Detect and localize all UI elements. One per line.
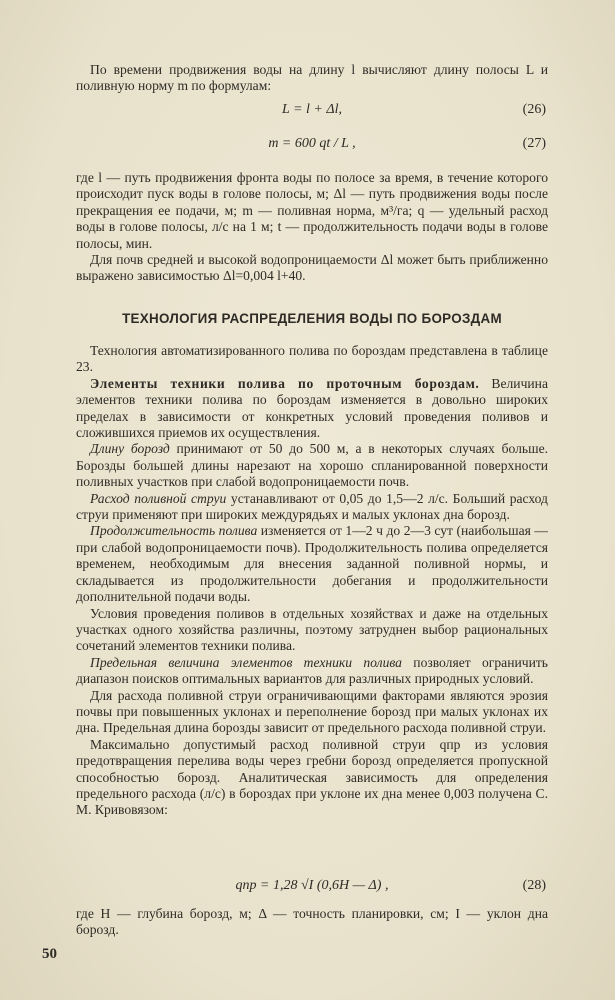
- formula-26-expression: L = l + Δl,: [282, 102, 342, 117]
- paragraph-intro: По времени продвижения воды на длину l вычисляют длину полосы L и поливную норму m по формулам:: [76, 62, 548, 94]
- page-number: 50: [42, 946, 57, 962]
- paragraph-factors: Для расхода поливной струи ограничивающими факторами являются эрозия почвы при повышенных уклонах и переполнение борозд при малых уклонах их дна. Предельная длина борозды зависит от предельного расхода поливной струи.: [76, 687, 548, 736]
- paragraph-definitions: где l — путь продвижения фронта воды по полосе за время, в течение которого происходит пуск воды в голове полосы, м; Δl — путь продвижения воды после прекращения ее подачи, м; m — поливная норма, м³/га; q — удельный расход воды в голове полосы, л/с на 1 м; t — продолжительность подачи воды в голове полосы, мин. Для почв средней и высокой водопроницаемости Δl может быть приближенно выражено зависимостью Δl=0,004 l+40.: [76, 170, 548, 284]
- formula-26: [76, 102, 548, 126]
- formula-28-expression: qпр = 1,28 √I (0,6H — Δ) ,: [235, 878, 389, 893]
- formula-28: [76, 878, 548, 902]
- paragraph-limit: Предельная величина элементов техники полива позволяет ограничить диапазон поисков оптимальных вариантов для различных природных условий.: [76, 654, 549, 687]
- paragraph-length: Длину борозд принимают от 50 до 500 м, а в некоторых случаях больше. Борозды большей длины нарезают на хорошо спланированной поверхности поливных участков при слабой водопроницаемости почв.: [76, 441, 548, 490]
- formula-27: [76, 136, 548, 160]
- section-body: [76, 343, 548, 819]
- paragraph-conditions: Условия проведения поливов в отдельных хозяйствах и даже на отдельных участках одного хозяйства различны, поэтому затруднен выбор рациональных сочетаний элементов техники полива.: [76, 605, 548, 654]
- formula-27-expression: m = 600 qt / L ,: [268, 136, 356, 151]
- paragraph-duration: Продолжительность полива изменяется от 1—2 ч до 2—3 сут (наибольшая — при слабой водопроницаемости почв). Продолжительность полива определяется временем, необходимым для внесения заданной поливной нормы, и складывается из продолжительности добегания и продолжительности дополнительной подачи воды.: [76, 523, 548, 605]
- paragraph-legend: где H — глубина борозд, м; Δ — точность планировки, см; I — уклон дна борозд.: [76, 906, 548, 938]
- paragraph-technology: Технология автоматизированного полива по бороздам представлена в таблице 23.: [76, 343, 548, 375]
- section-heading: ТЕХНОЛОГИЯ РАСПРЕДЕЛЕНИЯ ВОДЫ ПО БОРОЗДАМ: [122, 311, 502, 326]
- paragraph-elements: Элементы техники полива по проточным бороздам. Величина элементов техники полива по бороздам изменяется в довольно широких пределах в зависимости от конкретных условий проведения поливов и сложившихся приемов их осуществления.: [76, 375, 548, 441]
- formula-26-number: (26): [522, 102, 546, 117]
- formula-27-number: (27): [522, 136, 546, 151]
- paragraph-flow: Расход поливной струи устанавливают от 0,05 до 1,5—2 л/с. Больший расход струи применяют при широких междурядьях и малых уклонах дна борозд.: [76, 490, 548, 523]
- formula-28-number: (28): [522, 878, 546, 893]
- paragraph-max-flow: Максимально допустимый расход поливной струи qпр из условия предотвращения перелива воды через гребни борозд определяется пропускной способностью борозд. Аналитическая зависимость для определения предельного расхода (л/с) в бороздах при уклоне их дна менее 0,003 получена С. М. Кривовязом:: [76, 736, 548, 818]
